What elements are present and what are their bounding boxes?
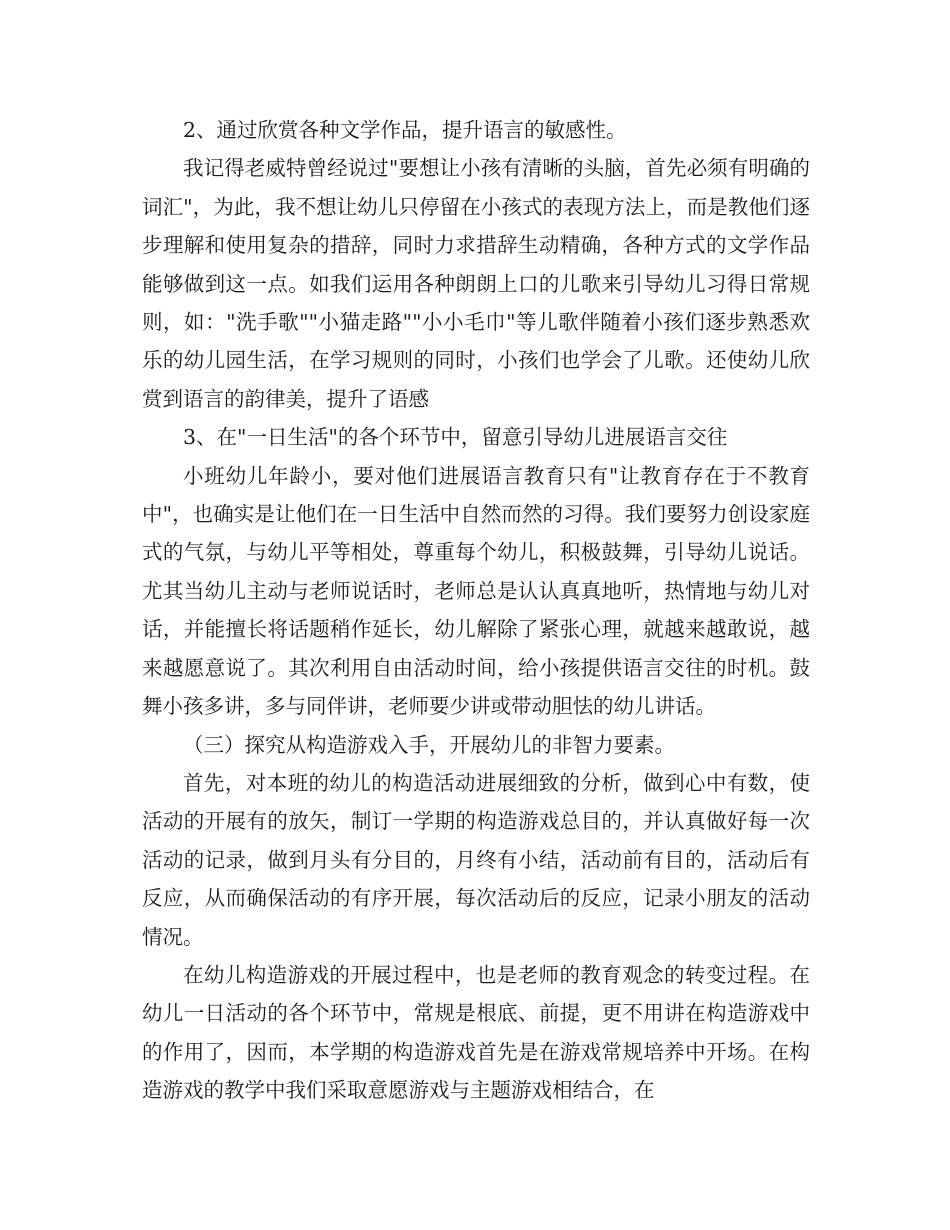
paragraph: 3、在"一日生活"的各个环节中，留意引导幼儿进展语言交往: [183, 425, 728, 450]
paragraph: 小班幼儿年龄小，要对他们进展语言教育只有"让教育存在于不教育中"，也确实是让他们在一日生活中自然而然的习得。我们要努力创设家庭式的气氛，与幼儿平等相处，尊重每个幼儿，积极鼓舞，引导幼儿说话。尤其当幼儿主动与老师说话时，老师总是认认真真地听，热情地与幼儿对话，并能擅长将话题稍作延长，幼儿解除了紧张心理，就越来越敢说，越来越愿意说了。其次利用自由活动时间，给小孩提供语言交往的时机。鼓舞小孩多讲，多与同伴讲，老师要少讲或带动胆怯的幼儿讲话。: [142, 463, 810, 719]
document-body: [142, 111, 810, 1110]
paragraph: （三）探究从构造游戏入手，开展幼儿的非智力要素。: [183, 732, 675, 757]
paragraph: 首先，对本班的幼儿的构造活动进展细致的分析，做到心中有数，使活动的开展有的放矢，制订一学期的构造游戏总目的，并认真做好每一次活动的记录，做到月头有分目的，月终有小结，活动前有目的，活动后有反应，从而确保活动的有序开展，每次活动后的反应，记录小朋友的活动情况。: [142, 770, 810, 949]
paragraph: 2、通过欣赏各种文学作品，提升语言的敏感性。: [183, 118, 627, 142]
paragraph: 在幼儿构造游戏的开展过程中，也是老师的教育观念的转变过程。在幼儿一日活动的各个环节中，常规是根底、前提，更不用讲在构造游戏中的作用了，因而，本学期的构造游戏首先是在游戏常规培养中开场。在构造游戏的教学中我们采取意愿游戏与主题游戏相结合，在: [142, 962, 810, 1103]
paragraph: 我记得老威特曾经说过"要想让小孩有清晰的头脑，首先必须有明确的词汇"，为此，我不想让幼儿只停留在小孩式的表现方法上，而是教他们逐步理解和使用复杂的措辞，同时力求措辞生动精确，各种方式的文学作品能够做到这一点。如我们运用各种朗朗上口的儿歌来引导幼儿习得日常规则，如："洗手歌""小猫走路""小小毛巾"等儿歌伴随着小孩们逐步熟悉欢乐的幼儿园生活，在学习规则的同时，小孩们也学会了儿歌。还使幼儿欣赏到语言的韵律美，提升了语感: [142, 156, 810, 411]
